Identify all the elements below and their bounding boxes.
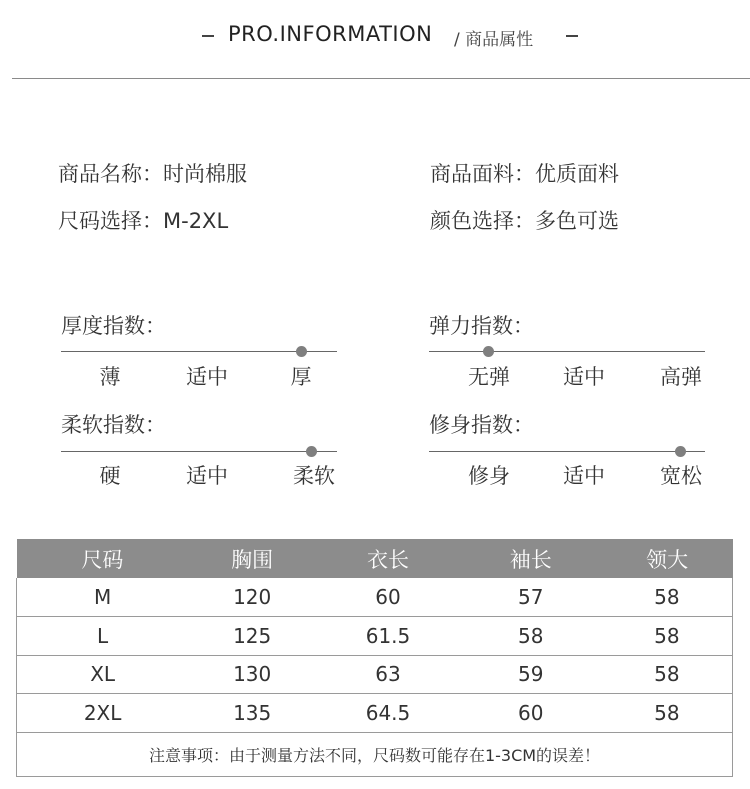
cell-collar: 58 (602, 578, 733, 617)
cell-size: M (17, 578, 189, 617)
cell-size: L (17, 617, 189, 656)
thickness-label-low: 薄 (99, 365, 121, 389)
section-header (0, 20, 750, 52)
softness-scale-line (61, 451, 337, 452)
elasticity-label-low: 无弹 (468, 365, 510, 389)
table-row (17, 578, 733, 617)
cell-sleeve: 59 (460, 655, 602, 694)
thickness-label-high: 厚 (290, 365, 312, 389)
elasticity-index-title: 弹力指数： (429, 314, 534, 338)
fit-label-high: 宽松 (660, 464, 702, 488)
info-size-range: 尺码选择：M-2XL (58, 209, 229, 233)
table-note-row (17, 732, 733, 776)
cell-chest: 125 (188, 617, 316, 656)
cell-length: 61.5 (316, 617, 460, 656)
cell-chest: 135 (188, 694, 316, 733)
cell-sleeve: 57 (460, 578, 602, 617)
cell-sleeve: 58 (460, 617, 602, 656)
header-dash-left (202, 35, 214, 37)
info-material: 商品面料：优质面料 (430, 162, 619, 186)
fit-level-dot (675, 446, 686, 457)
col-header-length: 衣长 (316, 539, 460, 578)
table-header-row (17, 539, 733, 578)
fit-label-low: 修身 (468, 464, 510, 488)
softness-level-dot (306, 446, 317, 457)
fit-label-mid: 适中 (563, 464, 605, 488)
cell-collar: 58 (602, 617, 733, 656)
softness-index-title: 柔软指数： (61, 413, 166, 437)
thickness-level-dot (296, 346, 307, 357)
cell-collar: 58 (602, 655, 733, 694)
header-dash-right (566, 35, 578, 37)
col-header-chest: 胸围 (188, 539, 316, 578)
table-row (17, 694, 733, 733)
cell-length: 60 (316, 578, 460, 617)
header-divider (12, 78, 750, 79)
header-title: PRO.INFORMATION (228, 22, 433, 46)
softness-label-mid: 适中 (186, 464, 228, 488)
measurement-note: 注意事项：由于测量方法不同，尺码数可能存在1-3CM的误差！ (17, 732, 733, 776)
info-product-name: 商品名称：时尚棉服 (58, 162, 247, 186)
cell-chest: 120 (188, 578, 316, 617)
info-color: 颜色选择：多色可选 (430, 209, 619, 233)
header-subtitle: / 商品属性 (454, 30, 534, 50)
col-header-sleeve: 袖长 (460, 539, 602, 578)
cell-length: 64.5 (316, 694, 460, 733)
cell-size: 2XL (17, 694, 189, 733)
fit-scale-line (429, 451, 705, 452)
elasticity-scale-line (429, 351, 705, 352)
softness-label-high: 柔软 (293, 464, 335, 488)
softness-label-low: 硬 (99, 464, 121, 488)
thickness-index-title: 厚度指数： (61, 314, 166, 338)
col-header-size: 尺码 (17, 539, 189, 578)
fit-index-title: 修身指数： (429, 413, 534, 437)
col-header-collar: 领大 (602, 539, 733, 578)
cell-length: 63 (316, 655, 460, 694)
elasticity-label-mid: 适中 (563, 365, 605, 389)
thickness-label-mid: 适中 (186, 365, 228, 389)
cell-chest: 130 (188, 655, 316, 694)
table-row (17, 655, 733, 694)
elasticity-label-high: 高弹 (660, 365, 702, 389)
table-row (17, 617, 733, 656)
cell-sleeve: 60 (460, 694, 602, 733)
cell-size: XL (17, 655, 189, 694)
elasticity-level-dot (483, 346, 494, 357)
size-chart-table (16, 539, 733, 777)
cell-collar: 58 (602, 694, 733, 733)
